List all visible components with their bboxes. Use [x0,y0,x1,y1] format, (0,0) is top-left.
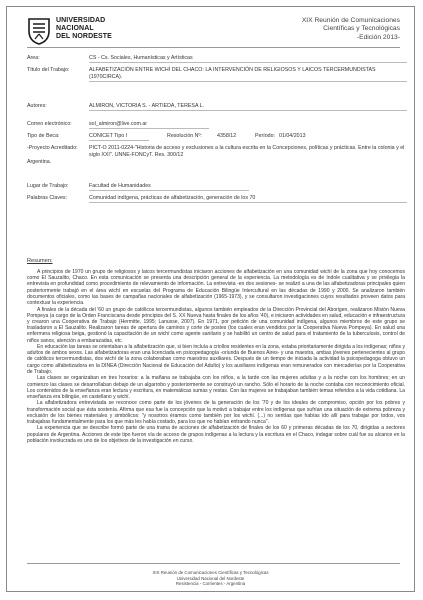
field-underline [89,110,407,111]
workplace-value: Facultad de Humanidades [89,183,151,189]
page-footer: XIX Reunión de Comunicaciones Científicas y Tecnológicas Universidad Nacional del Nordeste Resistencia - Corrientes - Argentina [152,570,269,587]
university-logo [27,17,112,45]
keywords-value: Comunidad indígena, prácticas de alfabetización, generación de los 70 [89,195,256,201]
grant-type-value: CONICET Tipo I [89,133,128,139]
abstract-paragraph: La experiencia que se describe formó parte de una trama de acciones de alfabetización de finales de los 60 y primeras décadas de los 70, dirigidas a sectores populares de Argentina. Acciones de este tipo fueron vía de acceso de grupos indígenas a la lectura y la escritura en el Chaco, indagar sobre cuál fue su alcance en la población involucrada es uno de los objetivos de la investigación en curso. [27,425,405,444]
field-underline [89,62,407,63]
footer-divider [27,563,400,564]
field-underline [89,140,149,141]
field-underline [89,128,209,129]
period-value: 01/04/2013 [279,133,306,139]
event-title: XIX Reunión de Comunicaciones Científicas y Tecnológicas -Edición 2013- [301,17,400,41]
abstract-paragraph: La alfabetizadora entrevistada se reconoce como parte de los jóvenes de la generación de los '70 y de los ideales de compromiso, opción por los pobres y transformación social que ésta sostenía. Afirma que esa fue la concepción que la motivó a trabajar entre los indígenas que sufrían una situación de extrema pobreza y exclusión de los bienes materiales y simbólicos: "y nosotros éramos como también por los wichí. (...) no sentías que habías ido allí para trabajar por todos, vos trabajabas fundamentalmente para los que más les había costado, para los que no habían entrando nunca". [27,400,405,425]
title-value: ALFABETIZACIÓN ENTRE WICHÍ DEL CHACO: LA INTERVENCIÓN DE RELIGIOSOS Y LAICOS TERCERMUNDISTAS (1970CIRCA). [89,67,376,80]
header-divider [27,47,400,48]
abstract-paragraph: En educación las tareas se orientaban a la alfabetización que, si bien incluía a criollos residentes en la zona, estaba prioritariamente dirigida a los indígenas; niños y adultos de ambos sexos. Las alfabetizadoras eran una licenciada en psicopedagogía -oriunda de Buenos Aires- y una maestra, ambas jóvenes pertenecientes al grupo de católicos tercermundistas, dos wichí de la zona colaboraban como maestros auxiliares. Después de un tiempo de iniciada la actividad la psicopedagoga obtuvo un cargo como alfabetizadora en la DINEA (Dirección Nacional de Educación del Adulto) y los auxiliares indígenas eran remunerados con mercaderías por la Cooperativa de Trabajo. [27,344,405,375]
email-value: sol_almiron@live.com.ar [89,121,148,127]
document-page: UNIVERSIDAD NACIONAL DEL NORDESTE XIX Reunión de Comunicaciones Científicas y Tecnológicas -Edición 2013- Area: CS - Cs. Sociales, Humanísticas y Artísticas Título del Trabajo: ALFABETIZACIÓN ENTRE WICHÍ DEL CHACO: LA INTERVENCIÓN DE RELIGIOSOS Y LAICOS TERCERMUNDISTAS (1970CIRCA). Autores: ALMIRON, VICTORIA S. - ARTIEDA, TERESA L. Correo electrónico: sol_almiron@live.com.ar Tipo de Beca: CONICET Tipo I Resolución Nº: 4358/12 Período: 01/04/2013 -Proyecto Acreditado: PICT-O 2011-0224-"Historia de acceso y exclusiones a la cultura escrita en la Concepciones, políticas y prácticas. Entre la colonia y el siglo XXI". UNNE-FONCyT. Res. 300/12 Argentina. Lugar de Trabajo: Facultad de Humanidades Palabras Claves: Comunidad indígena, prácticas de alfabetización, generación de los 70 Resumen: A principios de 1970 un grupo de religiosos y laicos tercermundistas iniciaron acciones de alfabetización en una comunidad wichí de la zona que hoy conocemos como El Sauzalito, Chaco. En esta comunicación se presenta una descripción general de la experiencia. La metodología es de índole cualitativa y se privilegia la entrevista en profundidad como procedimiento de relevamiento de información. La entrevista -en dos sesiones- se realizó a una de las alfabetizadoras principales quien posteriormente trabajó en el área wichí en escuelas del Programa de Educación Bilingüe Intercultural en las décadas de 1990 y 2000. Se analizaron también documentos oficiales, como las bases de campañas nacionales de alfabetización (1965-1973), y se consultaron investigaciones cuyos resultados proveen datos para contextuar la experiencia. A finales de la década del '60 un grupo de católicos tercermundistas, algunos también empleados de la Dirección Provincial del Aborigen, realizaron Misión Nueva Pompeya (a cargo de la Orden Franciscana desde principios del S. XX Nueva hasta finales de los años '40), e iniciaron actividades en salud, educación e infraestructura y crearon una Cooperativa de Trabajo (Hermitte, 1995; Lanusse, 2007). En 1971, por petición de una comunidad indígena, algunos miembros de este grupo se trasladaron a El Sauzalito. Realizaron tareas de apertura de caminos y corte de postes (los cuales eran vendidos por la Cooperativa Nueva Pompeya). En salud una enfermera religiosa beiga, gestionó la capacitación de un wichí como agente sanitario y se habilitó un centro de salud para el tratamiento de la tuberculosis, control de niños sanos, atención a embarazadas, etc. En educación las tareas se orientaban a la alfabetización que, si bien incluía a criollos residentes en la zona, estaba prioritariamente dirigida a los indígenas; niños y adultos de ambos sexos. Las alfabetizadoras eran una licenciada en psicopedagogía -oriunda de Buenos Aires- y una maestra, ambas jóvenes pertenecientes al grupo de católicos tercermundistas, dos wichí de la zona colaboraban como maestros auxiliares. Después de un tiempo de iniciada la actividad la psicopedagoga obtuvo un cargo como alfabetizadora en la DINEA (Dirección Nacional de Educación del Adulto) y los auxiliares indígenas eran remunerados con mercaderías por la Cooperativa de Trabajo. Las clases se organizaban en tres horarios: a la mañana se trabajaba con los niños, a la tarde con las mujeres adultas y a la noche con los hombres; en un comienzo las clases se desarrollaban debajo de un algarrobo y posteriormente se construyó un rancho. Sólo el horario de la noche contaba con reconocimiento oficial. Los contenidos de la enseñanza eran lectura y escritura, en matemáticas sumas y restas. Con las mujeres se trabajaban también temas referidos a la vida cotidiana. La enseñanza era bilingüe, en castellano y wichí. La alfabetizadora entrevistada se reconoce como parte de los jóvenes de la generación de los '70 y de los ideales de compromiso, opción por los pobres y transformación social que ésta sostenía. Afirma que esa fue la concepción que la motivó a trabajar entre los indígenas que sufrían una situación de extrema pobreza y exclusión de los bienes materiales y simbólicos: "y nosotros éramos como también por los wichí. (...) no sentías que habías ido allí para trabajar por todos, vos trabajabas fundamentalmente para los que más les había costado, para los que no habían entrando nunca". La experiencia que se describe formó parte de una trama de acciones de alfabetización de finales de los 60 y primeras décadas de los 70, dirigidas a sectores populares de Argentina. Acciones de este tipo fueron vía de acceso de grupos indígenas a la lectura y la escritura en el Chaco, indagar sobre cuál fue su alcance en la población involucrada es uno de los objetivos de la investigación en curso. XIX Reunión de Comunicaciones Científicas y Tecnológicas Universidad Nacional del Nordeste Resistencia - Corrientes - Argentina [6,6,415,592]
abstract-body [27,269,405,444]
university-shield-icon [27,17,51,45]
university-name: UNIVERSIDAD NACIONAL DEL NORDESTE [56,17,112,40]
area-value: CS - Cs. Sociales, Humanísticas y Artísticas [89,55,193,61]
field-underline [89,202,407,203]
field-underline [89,81,407,82]
abstract-paragraph: A principios de 1970 un grupo de religiosos y laicos tercermundistas iniciaron acciones de alfabetización en una comunidad wichí de la zona que hoy conocemos como El Sauzalito, Chaco. En esta comunicación se presenta una descripción general de la experiencia. La metodología es de índole cualitativa y se privilegia la entrevista en profundidad como procedimiento de relevamiento de información. La entrevista -en dos sesiones- se realizó a una de las alfabetizadoras principales quien posteriormente trabajó en el área wichí en escuelas del Programa de Educación Bilingüe Intercultural en las décadas de 1990 y 2000. Se analizaron también documentos oficiales, como las bases de campañas nacionales de alfabetización (1965-1973), y se consultaron investigaciones cuyos resultados proveen datos para contextuar la experiencia. [27,269,405,307]
abstract-heading: Resumen: [27,258,53,264]
authors-value: ALMIRON, VICTORIA S. - ARTIEDA, TERESA L. [89,103,205,109]
abstract-paragraph: Las clases se organizaban en tres horarios: a la mañana se trabajaba con los niños, a la tarde con las mujeres adultas y a la noche con los hombres; en un comienzo las clases se desarrollaban debajo de un algarrobo y posteriormente se construyó un rancho. Sólo el horario de la noche contaba con reconocimiento oficial. Los contenidos de la enseñanza eran lectura y escritura, en matemáticas sumas y restas. Con las mujeres se trabajaban también temas referidos a la vida cotidiana. La enseñanza era bilingüe, en castellano y wichí. [27,375,405,400]
abstract-paragraph: A finales de la década del '60 un grupo de católicos tercermundistas, algunos también empleados de la Dirección Provincial del Aborigen, realizaron Misión Nueva Pompeya (a cargo de la Orden Franciscana desde principios del S. XX Nueva hasta finales de los años '40), e iniciaron actividades en salud, educación e infraestructura y crearon una Cooperativa de Trabajo (Hermitte, 1995; Lanusse, 2007). En 1971, por petición de una comunidad indígena, algunos miembros de este grupo se trasladaron a El Sauzalito. Realizaron tareas de apertura de caminos y corte de postes (los cuales eran vendidos por la Cooperativa Nueva Pompeya). En salud una enfermera religiosa beiga, gestionó la capacitación de un wichí como agente sanitario y se habilitó un centro de salud para el tratamiento de la tuberculosis, control de niños sanos, atención a embarazadas, etc. [27,306,405,344]
field-underline [89,190,249,191]
country-value: Argentina. [27,159,52,165]
project-value: PICT-O 2011-0224-"Historia de acceso y exclusiones a la cultura escrita en la Concepciones, políticas y prácticas. Entre la colonia y el siglo XXI". UNNE-FONCyT. Res. 300/12 [89,145,405,158]
resolution-value: 4358/12 [217,133,237,139]
